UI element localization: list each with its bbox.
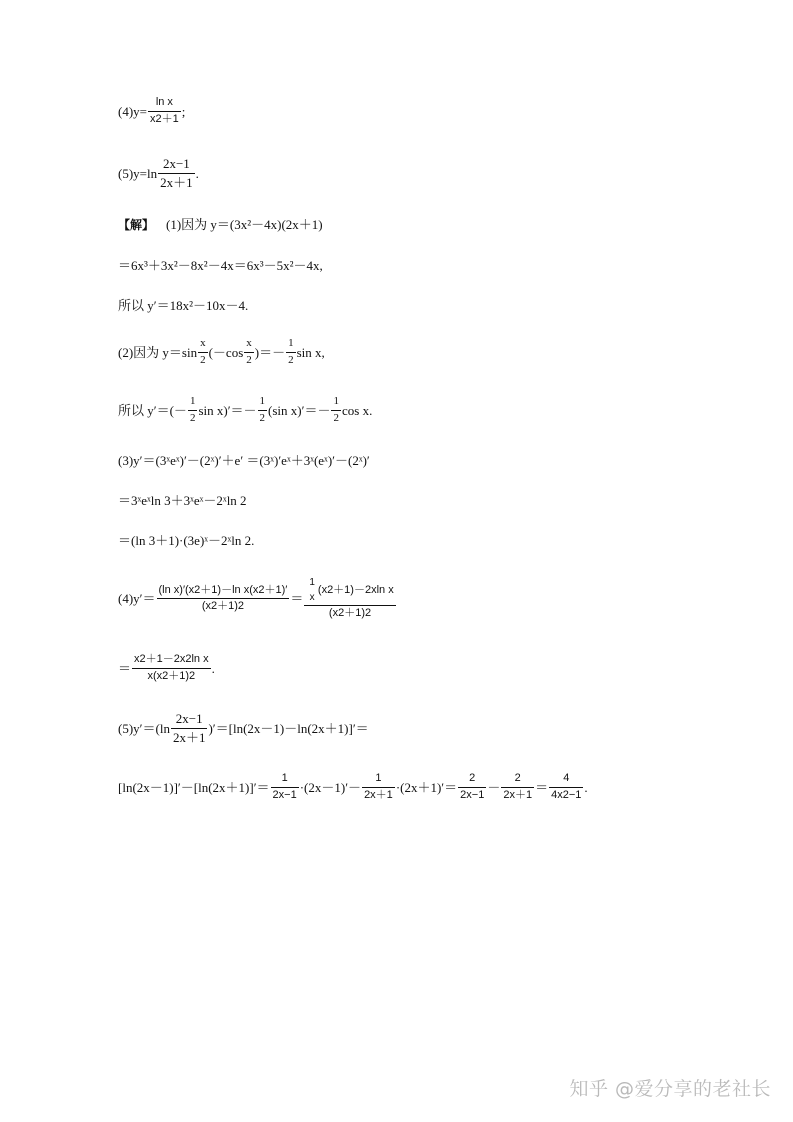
s5b-f3-den: 2x−1 bbox=[460, 788, 485, 801]
solution-4-line-a bbox=[118, 578, 397, 620]
item5-numerator: 2x−1 bbox=[162, 156, 190, 171]
problem-item-4 bbox=[118, 97, 185, 125]
s4a-fraction-2 bbox=[304, 578, 395, 620]
s4a-f2-inner-den: x bbox=[309, 591, 315, 603]
s5b-f1-den: 2x−1 bbox=[272, 788, 297, 801]
solution-3-line-b bbox=[118, 494, 247, 507]
s5a-fraction bbox=[171, 712, 208, 744]
s4a-f2-inner-num: 1 bbox=[309, 577, 315, 588]
s5b-f2-den: 2x＋1 bbox=[364, 788, 393, 801]
s5b-fraction-2 bbox=[362, 773, 395, 801]
s2b-mid: sin x)′＝－ bbox=[198, 402, 257, 418]
s4b-fraction bbox=[132, 654, 211, 682]
s2b-f1-num: 1 bbox=[189, 395, 196, 407]
s5b-f5-den: 4x2−1 bbox=[551, 788, 582, 801]
solution-1-line-b bbox=[118, 259, 323, 272]
solution-3-text-c: ＝(ln 3＋1)·(3e)ˣ－2ˣln 2. bbox=[118, 533, 255, 548]
s5b-fraction-3 bbox=[458, 773, 486, 801]
s5a-pre: (5)y′＝(ln bbox=[118, 720, 170, 736]
solution-1-line-a bbox=[118, 218, 323, 231]
s4a-pre: (4)y′＝ bbox=[118, 591, 156, 607]
solution-1-line-c bbox=[118, 299, 248, 312]
item4-fraction bbox=[148, 97, 181, 125]
s5b-f4-num: 2 bbox=[514, 772, 521, 784]
solution-4-line-b bbox=[118, 654, 215, 682]
item4-tail: ; bbox=[181, 103, 186, 119]
s4b-pre: ＝ bbox=[118, 660, 132, 676]
solution-3-line-c bbox=[118, 534, 254, 547]
item5-label: (5)y=ln bbox=[118, 165, 158, 181]
s5b-pre: [ln(2x－1)]′－[ln(2x＋1)]′＝ bbox=[118, 779, 270, 795]
s2a-f1-num: x bbox=[200, 337, 206, 349]
s5b-m3: － bbox=[487, 779, 501, 795]
s2b-f2-den: 2 bbox=[259, 411, 266, 424]
s2a-f2-num: x bbox=[246, 337, 252, 349]
s5b-f5-num: 4 bbox=[563, 772, 570, 784]
s4a-eq: ＝ bbox=[290, 591, 304, 607]
s2a-mid2: )＝－ bbox=[254, 344, 286, 360]
item5-denominator: 2x＋1 bbox=[160, 174, 193, 190]
s5b-post: . bbox=[584, 779, 588, 795]
s2a-fraction-1 bbox=[198, 338, 208, 366]
solution-3-line-a bbox=[118, 454, 370, 467]
s4a-f2-inner-fraction bbox=[307, 578, 317, 603]
s2b-fraction-1 bbox=[188, 396, 198, 424]
solution-2-line-b bbox=[118, 396, 372, 424]
problem-item-5 bbox=[118, 157, 199, 189]
s2a-post: sin x, bbox=[296, 344, 325, 360]
s2b-f1-den: 2 bbox=[189, 411, 196, 424]
s5b-m4: ＝ bbox=[535, 779, 549, 795]
s2a-f3-num: 1 bbox=[288, 337, 294, 349]
s4a-f2-num-rest: (x2＋1)－2xln x bbox=[317, 583, 394, 596]
s5b-m2: ·(2x＋1)′＝ bbox=[395, 779, 458, 795]
item4-denominator: x2＋1 bbox=[150, 112, 179, 125]
s5a-den: 2x＋1 bbox=[172, 729, 206, 745]
s2b-mid2: (sin x)′＝－ bbox=[268, 402, 331, 418]
s5b-fraction-4 bbox=[501, 773, 534, 801]
s2b-f3-num: 1 bbox=[333, 395, 339, 407]
s2a-pre: (2)因为 y＝sin bbox=[118, 344, 198, 360]
s5b-f3-num: 2 bbox=[469, 772, 476, 784]
s2a-fraction-3 bbox=[286, 338, 296, 366]
s5a-post: )′＝[ln(2x－1)－ln(2x＋1)]′＝ bbox=[208, 720, 369, 736]
item4-label: (4)y= bbox=[118, 103, 147, 119]
s2b-f2-num: 1 bbox=[259, 395, 266, 407]
s4b-num: x2＋1－2x2ln x bbox=[134, 653, 209, 665]
solution-5-line-b bbox=[118, 773, 588, 801]
s4a-f1-den: (x2＋1)2 bbox=[157, 598, 290, 613]
s5a-num: 2x−1 bbox=[175, 711, 203, 726]
s4a-f2-num bbox=[304, 578, 395, 605]
s4b-den: x(x2＋1)2 bbox=[132, 668, 211, 683]
s2a-fraction-2 bbox=[244, 338, 254, 366]
item4-numerator: ln x bbox=[155, 96, 173, 108]
s2a-f2-den: 2 bbox=[246, 353, 252, 366]
solution-1-text-c: 所以 y′＝18x²－10x－4. bbox=[118, 298, 249, 313]
solution-2-line-a bbox=[118, 338, 325, 366]
s5b-m1: ·(2x－1)′－ bbox=[299, 779, 362, 795]
s4a-f2-den: (x2＋1)2 bbox=[304, 605, 395, 620]
s2a-f3-den: 2 bbox=[288, 353, 294, 366]
solution-tag: 【解】 bbox=[118, 217, 155, 232]
solution-1-text-a: (1)因为 y＝(3x²－4x)(2x＋1) bbox=[166, 217, 323, 232]
s2b-f3-den: 2 bbox=[333, 411, 339, 424]
s5b-fraction-5 bbox=[549, 773, 583, 801]
s5b-f4-den: 2x＋1 bbox=[503, 788, 533, 801]
s2b-fraction-3 bbox=[331, 396, 341, 424]
s5b-f2-num: 1 bbox=[375, 772, 382, 784]
item5-tail: . bbox=[195, 165, 199, 181]
s2a-f1-den: 2 bbox=[200, 353, 206, 366]
solution-5-line-a bbox=[118, 712, 369, 744]
s2b-fraction-2 bbox=[258, 396, 268, 424]
item5-fraction bbox=[158, 157, 195, 189]
s2b-pre: 所以 y′＝(－ bbox=[118, 402, 187, 418]
s2a-mid: (－cos bbox=[208, 344, 244, 360]
s4a-fraction-1 bbox=[157, 585, 290, 613]
solution-3-text-b: ＝3ˣeˣln 3＋3ˣeˣ－2ˣln 2 bbox=[118, 493, 247, 508]
s5b-f1-num: 1 bbox=[281, 772, 288, 784]
s5b-fraction-1 bbox=[271, 773, 299, 801]
s4b-post: . bbox=[211, 660, 215, 676]
s2b-post: cos x. bbox=[341, 402, 373, 418]
solution-3-text-a: (3)y′＝(3ˣeˣ)′－(2ˣ)′＋e′ ＝(3ˣ)′eˣ＋3ˣ(eˣ)′－(2ˣ)′ bbox=[118, 453, 370, 468]
watermark: 知乎 @爱分享的老社长 bbox=[569, 1078, 771, 1100]
s4a-f1-num: (ln x)′(x2＋1)－ln x(x2＋1)′ bbox=[158, 583, 288, 596]
solution-1-text-b: ＝6x³＋3x²－8x²－4x＝6x³－5x²－4x, bbox=[118, 258, 323, 273]
